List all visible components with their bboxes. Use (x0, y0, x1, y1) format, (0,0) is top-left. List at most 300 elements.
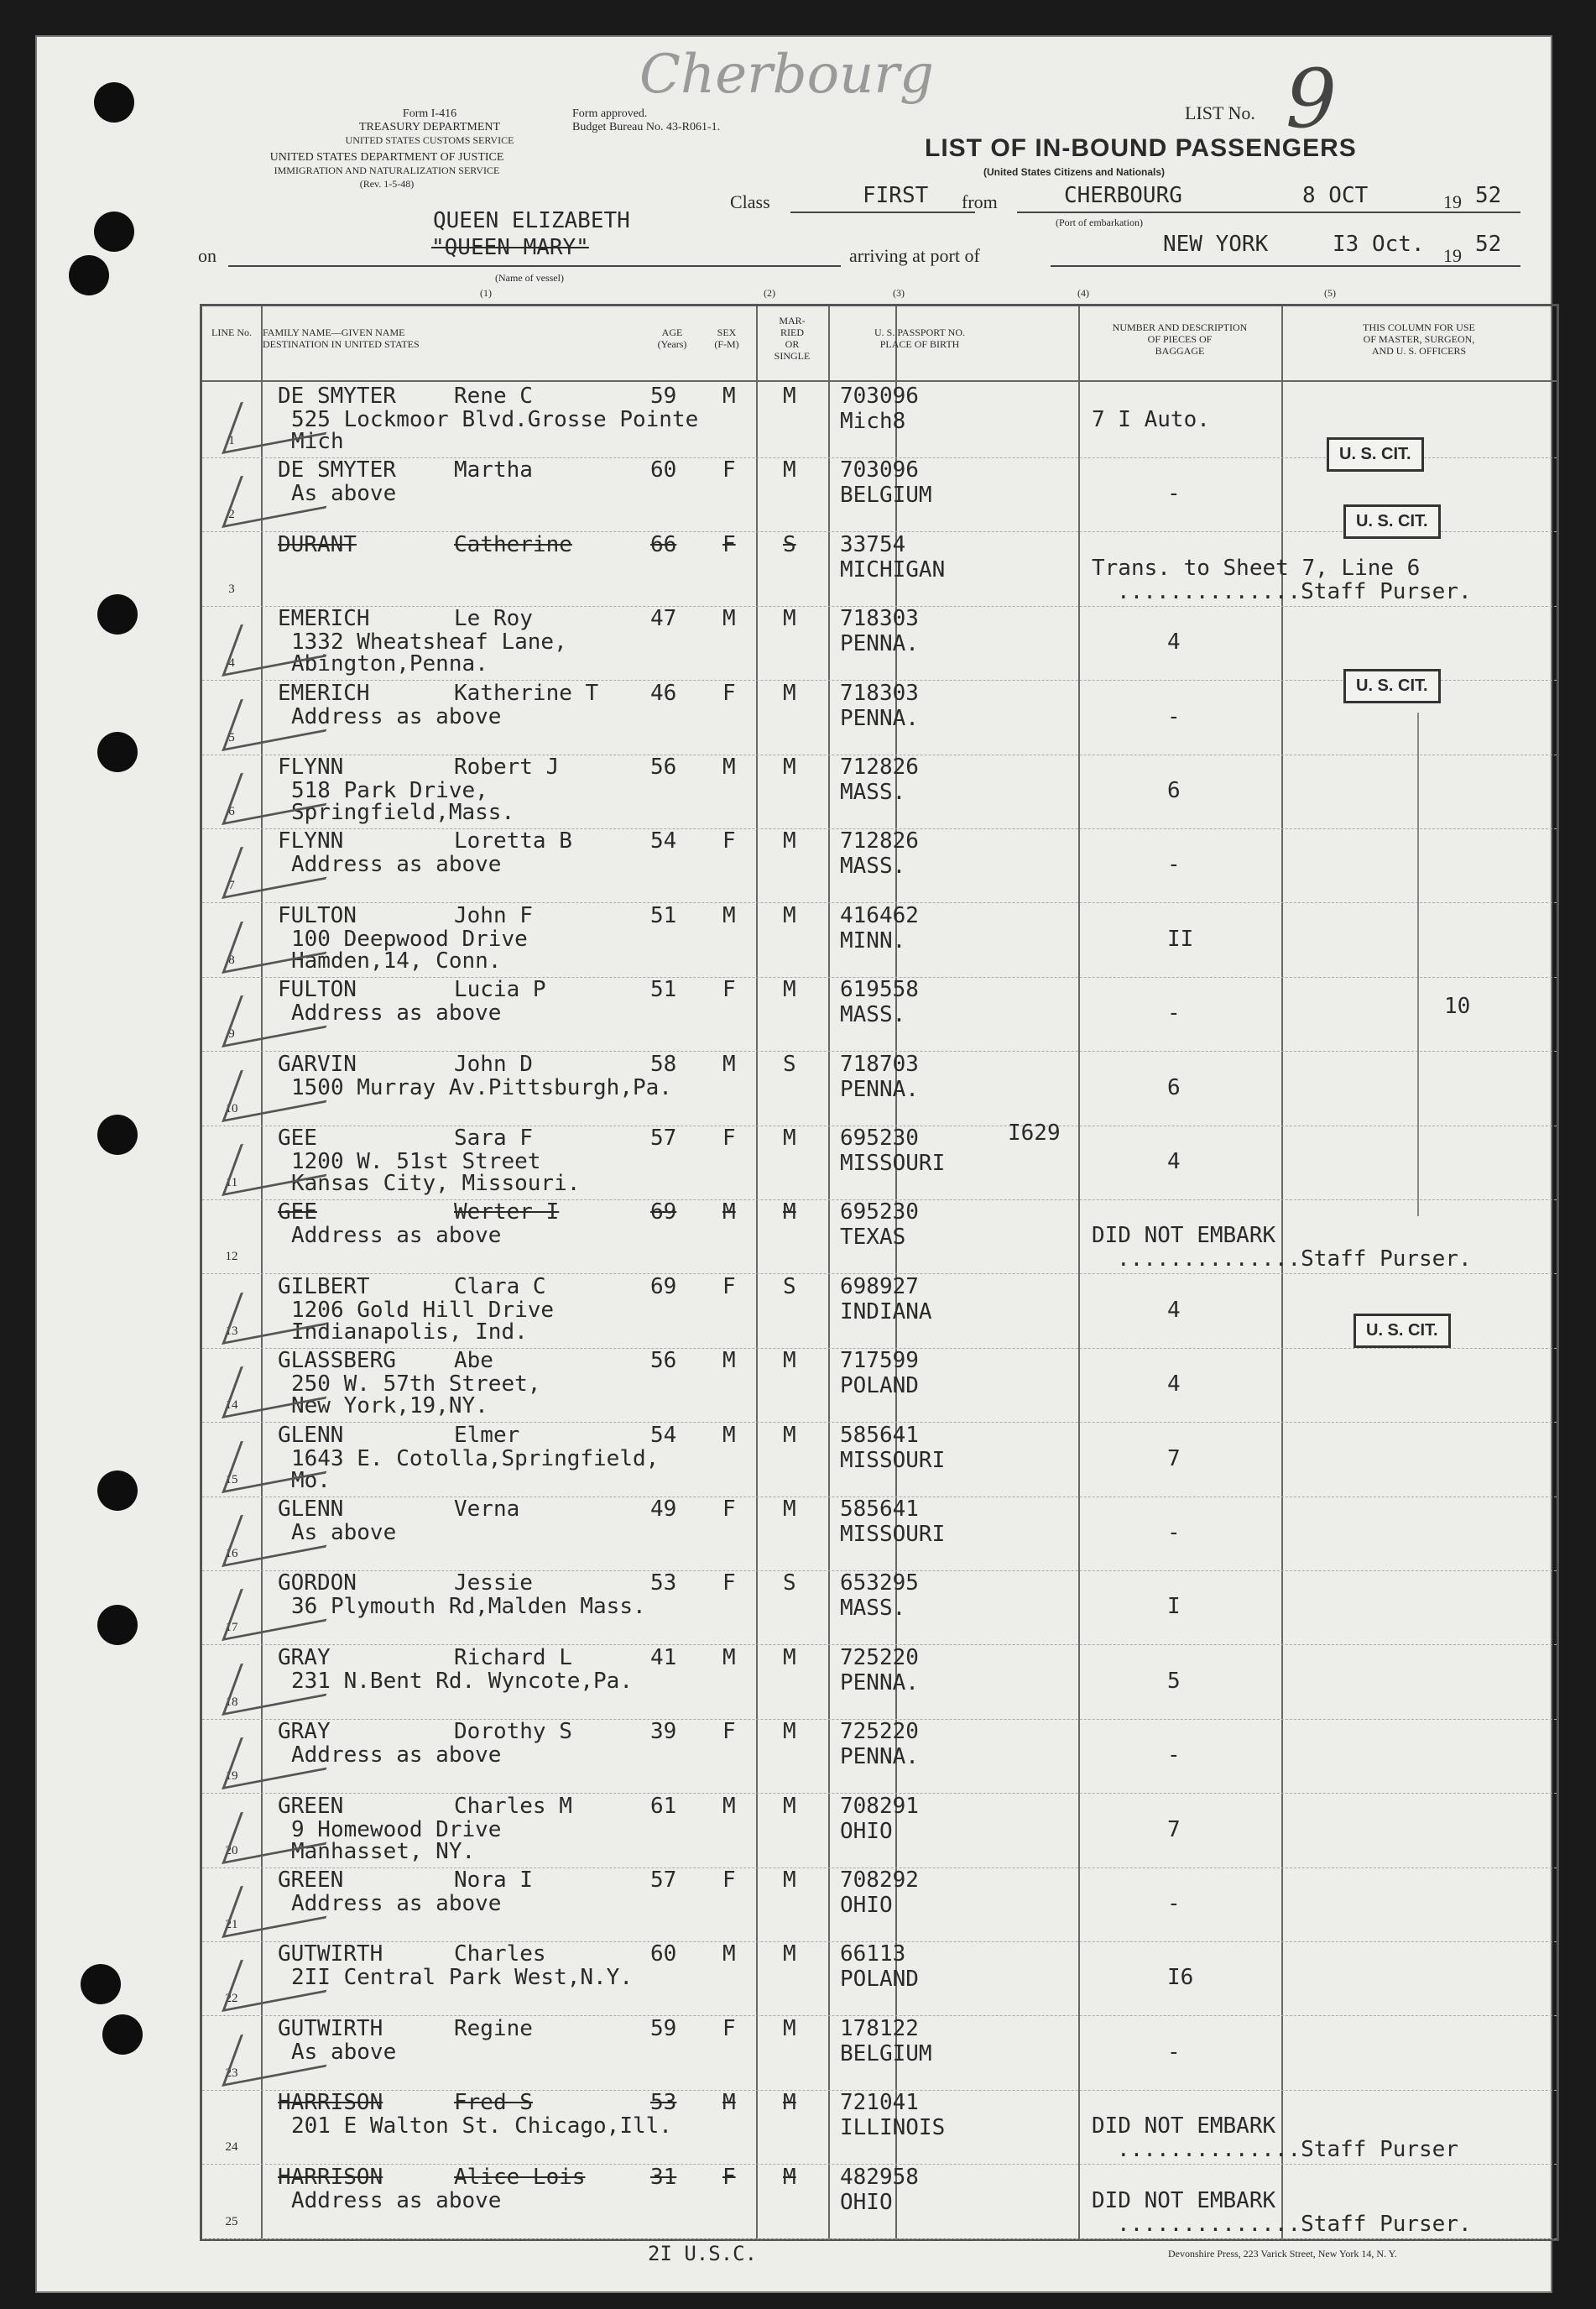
sex: F (722, 1719, 736, 1745)
us-citizen-stamp: U. S. CIT. (1343, 504, 1441, 539)
table-row (202, 1941, 1557, 2016)
baggage: I6 (1167, 1965, 1194, 1991)
col-num-4: (4) (1077, 287, 1089, 299)
marital-status: M (783, 755, 796, 780)
address-line-1: Address as above (291, 703, 502, 729)
table-row (202, 1570, 1557, 1645)
address-line-1: 201 E Walton St. Chicago,Ill. (291, 2113, 672, 2139)
family-name: GREEN (278, 1868, 344, 1893)
given-name: Jessie (454, 1570, 533, 1596)
officer-note: 10 (1444, 994, 1471, 1020)
marital-status: M (783, 1644, 796, 1670)
marital-status: S (783, 1273, 796, 1299)
sex: F (722, 531, 736, 557)
age: 58 (650, 1051, 677, 1077)
punch-hole (94, 212, 134, 252)
age: 59 (650, 2015, 677, 2041)
marital-status: M (783, 828, 796, 854)
age: 41 (650, 1644, 677, 1670)
age: 59 (650, 384, 677, 409)
birthplace: MASS. (840, 854, 906, 880)
birthplace: OHIO (840, 1818, 893, 1844)
sex: F (722, 1497, 736, 1522)
passport-number: 619558 (840, 977, 919, 1003)
table-row (202, 1719, 1557, 1794)
passport-number: 718703 (840, 1051, 919, 1077)
family-name: FULTON (278, 977, 357, 1003)
form-number: Form I-416 (402, 107, 457, 120)
marital-status: M (783, 1793, 796, 1819)
line-number: 16 (225, 1547, 238, 1560)
marital-status: M (783, 606, 796, 632)
age: 51 (650, 977, 677, 1003)
marital-status: M (783, 1719, 796, 1745)
birthplace: ILLINOIS (840, 2115, 946, 2141)
marital-status: M (783, 902, 796, 928)
baggage: II (1167, 926, 1194, 952)
passport-number: 708291 (840, 1793, 919, 1819)
family-name: GUTWIRTH (278, 2015, 383, 2041)
age: 54 (650, 828, 677, 854)
line-number: 13 (225, 1324, 238, 1338)
marital-status: S (783, 1570, 796, 1596)
given-name: Verna (454, 1497, 520, 1522)
age: 31 (650, 2164, 677, 2190)
punch-hole (97, 1115, 138, 1155)
baggage: 4 (1167, 1149, 1181, 1174)
given-name: Regine (454, 2015, 533, 2041)
passport-number: 695230 (840, 1199, 919, 1225)
vessel-name: QUEEN ELIZABETH (433, 208, 630, 233)
handwritten-port-note: Cherbourg (639, 44, 934, 106)
table-row (202, 977, 1557, 1052)
age: 66 (650, 531, 677, 557)
line-number: 3 (228, 582, 235, 596)
check-mark-icon (222, 457, 345, 528)
col-header-passport: U. S. PASSPORT NO. PLACE OF BIRTH (874, 326, 965, 350)
marital-status: M (783, 1868, 796, 1893)
officer-note: ..............Staff Purser. (1117, 578, 1472, 604)
table-row (202, 828, 1557, 903)
birthplace: MASS. (840, 1596, 906, 1622)
address-line-1: 1200 W. 51st Street (291, 1149, 541, 1174)
line-number: 1 (228, 434, 235, 447)
marital-status: S (783, 531, 796, 557)
line-number: 14 (225, 1398, 238, 1413)
customs-service: UNITED STATES CUSTOMS SERVICE (345, 134, 514, 146)
table-row (202, 2165, 1557, 2239)
marital-status: M (783, 384, 796, 409)
baggage: 7 (1167, 1445, 1181, 1471)
departure-year: 52 (1475, 183, 1502, 208)
given-name: Clara C (454, 1273, 546, 1299)
birthplace: MISSOURI (840, 1151, 946, 1176)
birthplace: POLAND (840, 1373, 919, 1399)
marital-status: M (783, 1126, 796, 1151)
baggage: - (1167, 1520, 1181, 1545)
us-citizen-stamp: U. S. CIT. (1353, 1314, 1451, 1348)
family-name: GARVIN (278, 1051, 357, 1077)
budget-bureau: Budget Bureau No. 43-R061-1. (572, 121, 721, 133)
sex: M (722, 755, 736, 780)
address-line-1: 1500 Murray Av.Pittsburgh,Pa. (291, 1074, 672, 1100)
table-row (202, 1423, 1557, 1497)
given-name: Lucia P (454, 977, 546, 1003)
baggage: - (1167, 703, 1181, 729)
family-name: GLASSBERG (278, 1348, 396, 1374)
family-name: EMERICH (278, 680, 370, 706)
col-num-5: (5) (1324, 287, 1336, 299)
baggage: I (1167, 1594, 1181, 1620)
officer-note: ..............Staff Purser. (1117, 2211, 1472, 2237)
table-row (202, 1348, 1557, 1423)
age: 57 (650, 1868, 677, 1893)
line-number: 20 (225, 1843, 238, 1857)
form-approved: Form approved. (572, 107, 648, 120)
check-mark-icon (222, 976, 345, 1047)
line-number: 7 (228, 879, 235, 893)
address-line-2: Mich (291, 429, 344, 454)
line-number: 19 (225, 1769, 238, 1784)
passport-number: 698927 (840, 1273, 919, 1299)
birthplace: Mich8 (840, 409, 906, 434)
sex: F (722, 828, 736, 854)
marital-status: M (783, 2090, 796, 2116)
passenger-table (200, 304, 1559, 2241)
check-mark-icon (222, 1867, 345, 1938)
marital-status: M (783, 680, 796, 706)
address-line-1: As above (291, 481, 397, 507)
baggage: DID NOT EMBARK (1092, 2187, 1276, 2213)
given-name: Martha (454, 457, 533, 483)
birthplace: MICHIGAN (840, 556, 946, 582)
year-prefix: 19 (1443, 245, 1462, 266)
passport-number: 703096 (840, 384, 919, 409)
given-name: Catherine (454, 531, 572, 557)
class-label: Class (730, 191, 770, 212)
address-line-2: Mo. (291, 1467, 331, 1493)
sex: F (722, 1570, 736, 1596)
family-name: GRAY (278, 1644, 331, 1670)
family-name: GUTWIRTH (278, 1941, 383, 1967)
from-label: from (962, 191, 998, 212)
age: 56 (650, 755, 677, 780)
line-number: 17 (225, 1621, 238, 1635)
birthplace: MASS. (840, 1002, 906, 1028)
table-row (202, 903, 1557, 978)
family-name: GRAY (278, 1719, 331, 1745)
punch-hole (69, 255, 109, 295)
birthplace: BELGIUM (840, 483, 932, 509)
list-no-value: 9 (1286, 52, 1338, 146)
vessel-name-caption: (Name of vessel) (495, 272, 564, 284)
birthplace: PENNA. (840, 1076, 919, 1102)
sex: M (722, 2090, 736, 2116)
given-name: Loretta B (454, 828, 572, 854)
passport-number: 717599 (840, 1348, 919, 1374)
address-line-1: 1332 Wheatsheaf Lane, (291, 629, 567, 656)
birthplace: PENNA. (840, 705, 919, 731)
officer-note: ..............Staff Purser (1117, 2137, 1458, 2163)
embark-caption: (Port of embarkation) (1056, 217, 1143, 228)
family-name: DE SMYTER (278, 384, 396, 409)
baggage: 6 (1167, 1074, 1181, 1100)
document-subtitle: (United States Citizens and Nationals) (983, 166, 1166, 178)
passenger-manifest-sheet (35, 35, 1552, 2293)
passport-number: 178122 (840, 2015, 919, 2041)
on-label: on (198, 245, 216, 266)
us-citizen-stamp: U. S. CIT. (1343, 669, 1441, 703)
address-line-2: Springfield,Mass. (291, 800, 515, 825)
baggage: - (1167, 1891, 1181, 1916)
address-line-1: 9 Homewood Drive (291, 1816, 502, 1842)
given-name: Werter I (454, 1199, 560, 1225)
sex: F (722, 457, 736, 483)
given-name: Fred S (454, 2090, 533, 2116)
line-number: 15 (225, 1472, 238, 1486)
family-name: GLENN (278, 1422, 344, 1448)
line-number: 2 (228, 508, 235, 522)
family-name: GORDON (278, 1570, 357, 1596)
passport-number: 416462 (840, 902, 919, 928)
printer-imprint: Devonshire Press, 223 Varick Street, New York 14, N. Y. (1168, 2248, 1397, 2259)
birthplace: OHIO (840, 1893, 893, 1918)
given-name: Elmer (454, 1422, 520, 1448)
line-number: 4 (228, 656, 235, 671)
baggage: 6 (1167, 778, 1181, 803)
passport-number: 703096 (840, 457, 919, 483)
passport-number: 585641 (840, 1422, 919, 1448)
baggage: 7 (1167, 1816, 1181, 1842)
given-name: Nora I (454, 1868, 533, 1893)
passport-number: 585641 (840, 1497, 919, 1522)
sex: F (722, 1273, 736, 1299)
sex: F (722, 2015, 736, 2041)
age: 53 (650, 1570, 677, 1596)
age: 53 (650, 2090, 677, 2116)
baggage: 4 (1167, 1297, 1181, 1323)
col-header-baggage: NUMBER AND DESCRIPTION OF PIECES OF BAGGAGE (1112, 321, 1248, 357)
punch-hole (97, 1471, 138, 1511)
us-citizen-stamp: U. S. CIT. (1327, 437, 1424, 472)
given-name: Katherine T (454, 680, 599, 706)
baggage: 7 I Auto. (1092, 407, 1210, 432)
check-mark-icon (222, 1570, 345, 1641)
col-header-sex: SEX (F-M) (714, 326, 739, 350)
punch-hole (97, 732, 138, 772)
line-number: 10 (225, 1101, 238, 1115)
passport-number: 725220 (840, 1644, 919, 1670)
baggage: - (1167, 481, 1181, 507)
punch-hole (97, 594, 138, 635)
line-number: 8 (228, 953, 235, 967)
passport-number: 708292 (840, 1868, 919, 1893)
address-line-1: 525 Lockmoor Blvd.Grosse Pointe (291, 407, 699, 432)
baggage: Trans. to Sheet 7, Line 6 (1092, 555, 1421, 581)
family-name: HARRISON (278, 2164, 383, 2190)
address-line-1: As above (291, 2039, 397, 2065)
birthplace: PENNA. (840, 1669, 919, 1695)
table-row (202, 2090, 1557, 2165)
marital-status: M (783, 1199, 796, 1225)
family-name: FLYNN (278, 755, 344, 780)
baggage: DID NOT EMBARK (1092, 1223, 1276, 1249)
table-row (202, 2016, 1557, 2091)
address-line-2: Indianapolis, Ind. (291, 1319, 528, 1345)
passport-number: 653295 (840, 1570, 919, 1596)
baggage: - (1167, 2039, 1181, 2065)
table-row (202, 532, 1557, 607)
address-line-1: 1206 Gold Hill Drive (291, 1297, 555, 1323)
table-row (202, 1497, 1557, 1571)
line-number: 11 (225, 1176, 238, 1189)
punch-hole (81, 1964, 121, 2004)
check-mark-icon (222, 1941, 345, 2012)
family-name: GEE (278, 1126, 317, 1151)
table-row (202, 1121, 1557, 1200)
baggage: - (1167, 1742, 1181, 1768)
punch-hole (94, 82, 134, 123)
list-no-label: LIST No. (1185, 102, 1255, 123)
given-name: Le Roy (454, 606, 533, 632)
sex: F (722, 977, 736, 1003)
table-row (202, 1868, 1557, 1942)
passport-number: 712826 (840, 828, 919, 854)
baggage: - (1167, 1000, 1181, 1027)
given-name: Alice Lois (454, 2164, 586, 2190)
line-number: 18 (225, 1695, 238, 1709)
address-line-2: Abington,Penna. (291, 651, 488, 677)
age: 57 (650, 1126, 677, 1151)
age: 69 (650, 1199, 677, 1225)
col-header-married: MAR- RIED OR SINGLE (774, 315, 811, 362)
justice-dept: UNITED STATES DEPARTMENT OF JUSTICE (269, 151, 504, 164)
address-line-1: Address as above (291, 1000, 502, 1027)
family-name: GEE (278, 1199, 317, 1225)
table-row (202, 1645, 1557, 1720)
address-line-2: New York,19,NY. (291, 1393, 488, 1419)
family-name: EMERICH (278, 606, 370, 632)
baggage: 4 (1167, 1371, 1181, 1397)
col-header-age: AGE (Years) (657, 326, 687, 350)
birthplace: INDIANA (840, 1298, 932, 1324)
sex: M (722, 902, 736, 928)
col-num-2: (2) (764, 287, 775, 299)
age: 60 (650, 1941, 677, 1967)
passport-number: 482958 (840, 2164, 919, 2190)
age: 60 (650, 457, 677, 483)
age: 46 (650, 680, 677, 706)
family-name: HARRISON (278, 2090, 383, 2116)
baggage: 5 (1167, 1668, 1181, 1694)
baggage: DID NOT EMBARK (1092, 2113, 1276, 2139)
family-name: FLYNN (278, 828, 344, 854)
given-name: Robert J (454, 755, 560, 780)
check-mark-icon (222, 1718, 345, 1789)
line-number: 21 (225, 1918, 238, 1931)
given-name: John D (454, 1051, 533, 1077)
ins-service: IMMIGRATION AND NATURALIZATION SERVICE (274, 165, 500, 176)
given-name: John F (454, 902, 533, 928)
baggage: 4 (1167, 629, 1181, 656)
address-line-1: Address as above (291, 1742, 502, 1768)
sex: F (722, 680, 736, 706)
sex: F (722, 1868, 736, 1893)
marital-status: M (783, 457, 796, 483)
family-name: GILBERT (278, 1273, 370, 1299)
passport-number: 695230 (840, 1126, 919, 1151)
given-name: Rene C (454, 384, 533, 409)
given-name: Richard L (454, 1644, 572, 1670)
line-number: 23 (225, 2066, 238, 2080)
family-name: GREEN (278, 1793, 344, 1819)
arrival-date: I3 Oct. (1333, 232, 1425, 257)
family-name: DE SMYTER (278, 457, 396, 483)
given-name: Abe (454, 1348, 493, 1374)
passport-number: 725220 (840, 1719, 919, 1745)
col-num-3: (3) (893, 287, 905, 299)
marital-status: M (783, 2015, 796, 2041)
col-num-1: (1) (480, 287, 492, 299)
birthplace: MINN. (840, 927, 906, 953)
arrival-year: 52 (1475, 232, 1502, 257)
line-number: 5 (228, 730, 235, 744)
birthplace: OHIO (840, 2189, 893, 2215)
sex: M (722, 1644, 736, 1670)
col-header-officers: THIS COLUMN FOR USE OF MASTER, SURGEON, AND U. S. OFFICERS (1363, 321, 1475, 357)
marital-status: M (783, 977, 796, 1003)
passport-number: 712826 (840, 755, 919, 780)
class-value: FIRST (863, 183, 929, 208)
age: 54 (650, 1422, 677, 1448)
marital-status: M (783, 1348, 796, 1374)
table-row (202, 1052, 1557, 1126)
given-name: Dorothy S (454, 1719, 572, 1745)
given-name: Charles (454, 1941, 546, 1967)
address-line-1: 1643 E. Cotolla,Springfield, (291, 1445, 660, 1471)
address-line-1: 2II Central Park West,N.Y. (291, 1965, 633, 1991)
line-number: 25 (225, 2214, 238, 2228)
family-name: GLENN (278, 1497, 344, 1522)
check-mark-icon (222, 1496, 345, 1567)
vessel-name-struck: "QUEEN MARY" (431, 235, 589, 260)
address-line-1: 36 Plymouth Rd,Malden Mass. (291, 1594, 646, 1620)
year-prefix: 19 (1443, 191, 1462, 212)
sex: M (722, 384, 736, 409)
birthplace: MASS. (840, 780, 906, 805)
birthplace: MISSOURI (840, 1447, 946, 1473)
table-row (202, 755, 1557, 829)
address-line-2: Manhasset, NY. (291, 1838, 476, 1864)
marital-status: S (783, 1051, 796, 1077)
col-header-name: FAMILY NAME—GIVEN NAME DESTINATION IN UNITED STATES (263, 326, 420, 350)
address-line-1: Address as above (291, 1891, 502, 1916)
passport-number: 66113 (840, 1941, 906, 1967)
age: 47 (650, 606, 677, 632)
address-line-1: 518 Park Drive, (291, 778, 488, 803)
birthplace: BELGIUM (840, 2040, 932, 2066)
line-number: 6 (228, 805, 235, 818)
address-line-2: Hamden,14, Conn. (291, 948, 502, 974)
sex: M (722, 1348, 736, 1374)
address-line-1: Address as above (291, 2187, 502, 2213)
sex: F (722, 1126, 736, 1151)
treasury-dept: TREASURY DEPARTMENT (358, 121, 501, 133)
passport-number: 718303 (840, 680, 919, 706)
address-line-1: 250 W. 57th Street, (291, 1371, 541, 1397)
statute-reference: 2I U.S.C. (648, 2242, 758, 2265)
age: 49 (650, 1497, 677, 1522)
